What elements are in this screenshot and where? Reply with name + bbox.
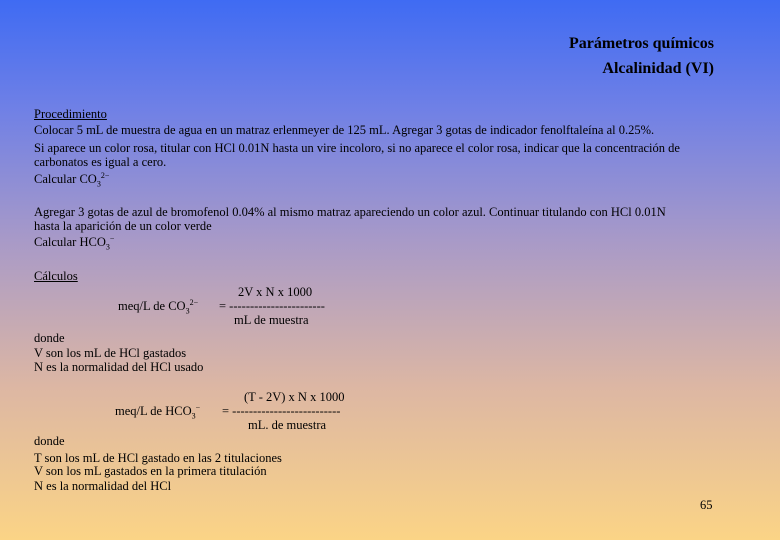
- formula2-lhs-sup: −: [195, 402, 201, 412]
- formula2-equals-line: = --------------------------: [222, 404, 341, 418]
- proc-line-3: carbonatos es igual a cero.: [34, 155, 167, 169]
- formula2-lhs: [115, 402, 201, 421]
- procedimiento-heading: Procedimiento: [34, 107, 107, 121]
- formula1-lhs: [118, 297, 199, 316]
- formula1-denominator: mL de muestra: [234, 313, 309, 327]
- formula1-lhs-text: meq/L de CO: [118, 299, 186, 313]
- donde2-n: N es la normalidad del HCl: [34, 479, 172, 493]
- donde2-v: V son los mL gastados en la primera titulación: [34, 464, 267, 478]
- calc-co3-sup: 2−: [100, 170, 110, 180]
- title-line2: Alcalinidad (VI): [602, 60, 714, 77]
- donde1-label: donde: [34, 331, 65, 345]
- page-number: 65: [700, 498, 713, 512]
- proc-line-5: hasta la aparición de un color verde: [34, 219, 212, 233]
- formula2-numerator: (T - 2V) x N x 1000: [244, 390, 345, 404]
- calc-hco3-sup: −: [109, 233, 115, 243]
- formula2-lhs-sub: 3: [191, 411, 196, 421]
- calc-hco3-text: Calcular HCO: [34, 235, 106, 249]
- calc-co3-text: Calcular CO: [34, 172, 97, 186]
- formula1-lhs-sub: 3: [185, 306, 190, 316]
- proc-line-2: Si aparece un color rosa, titular con HCl 0.01N hasta un vire incoloro, si no aparece el color rosa, indicar que la concentración de: [34, 141, 680, 155]
- calc-hco3-sub: 3: [105, 242, 110, 252]
- calc-co3-line: [34, 170, 110, 189]
- donde2-t: T son los mL de HCl gastado en las 2 titulaciones: [34, 451, 282, 465]
- proc-line-1: Colocar 5 mL de muestra de agua en un matraz erlenmeyer de 125 mL. Agregar 3 gotas de indicador fenolftaleína al 0.25%.: [34, 123, 655, 137]
- formula1-numerator: 2V x N x 1000: [238, 285, 313, 299]
- calc-hco3-line: [34, 233, 115, 252]
- calc-co3-sub: 3: [96, 179, 101, 189]
- donde2-label: donde: [34, 434, 65, 448]
- formula2-lhs-text: meq/L de HCO: [115, 404, 192, 418]
- donde1-v: V son los mL de HCl gastados: [34, 346, 187, 360]
- donde1-n: N es la normalidad del HCl usado: [34, 360, 204, 374]
- calculos-heading: Cálculos: [34, 269, 78, 283]
- title-line1: Parámetros químicos: [568, 35, 714, 52]
- proc-line-4: Agregar 3 gotas de azul de bromofenol 0.04% al mismo matraz apareciendo un color azul. Continuar titulando con HCl 0.01N: [34, 205, 666, 219]
- formula1-lhs-sup: 2−: [189, 297, 199, 307]
- formula2-denominator: mL. de muestra: [248, 418, 327, 432]
- formula1-equals-line: = -----------------------: [219, 299, 325, 313]
